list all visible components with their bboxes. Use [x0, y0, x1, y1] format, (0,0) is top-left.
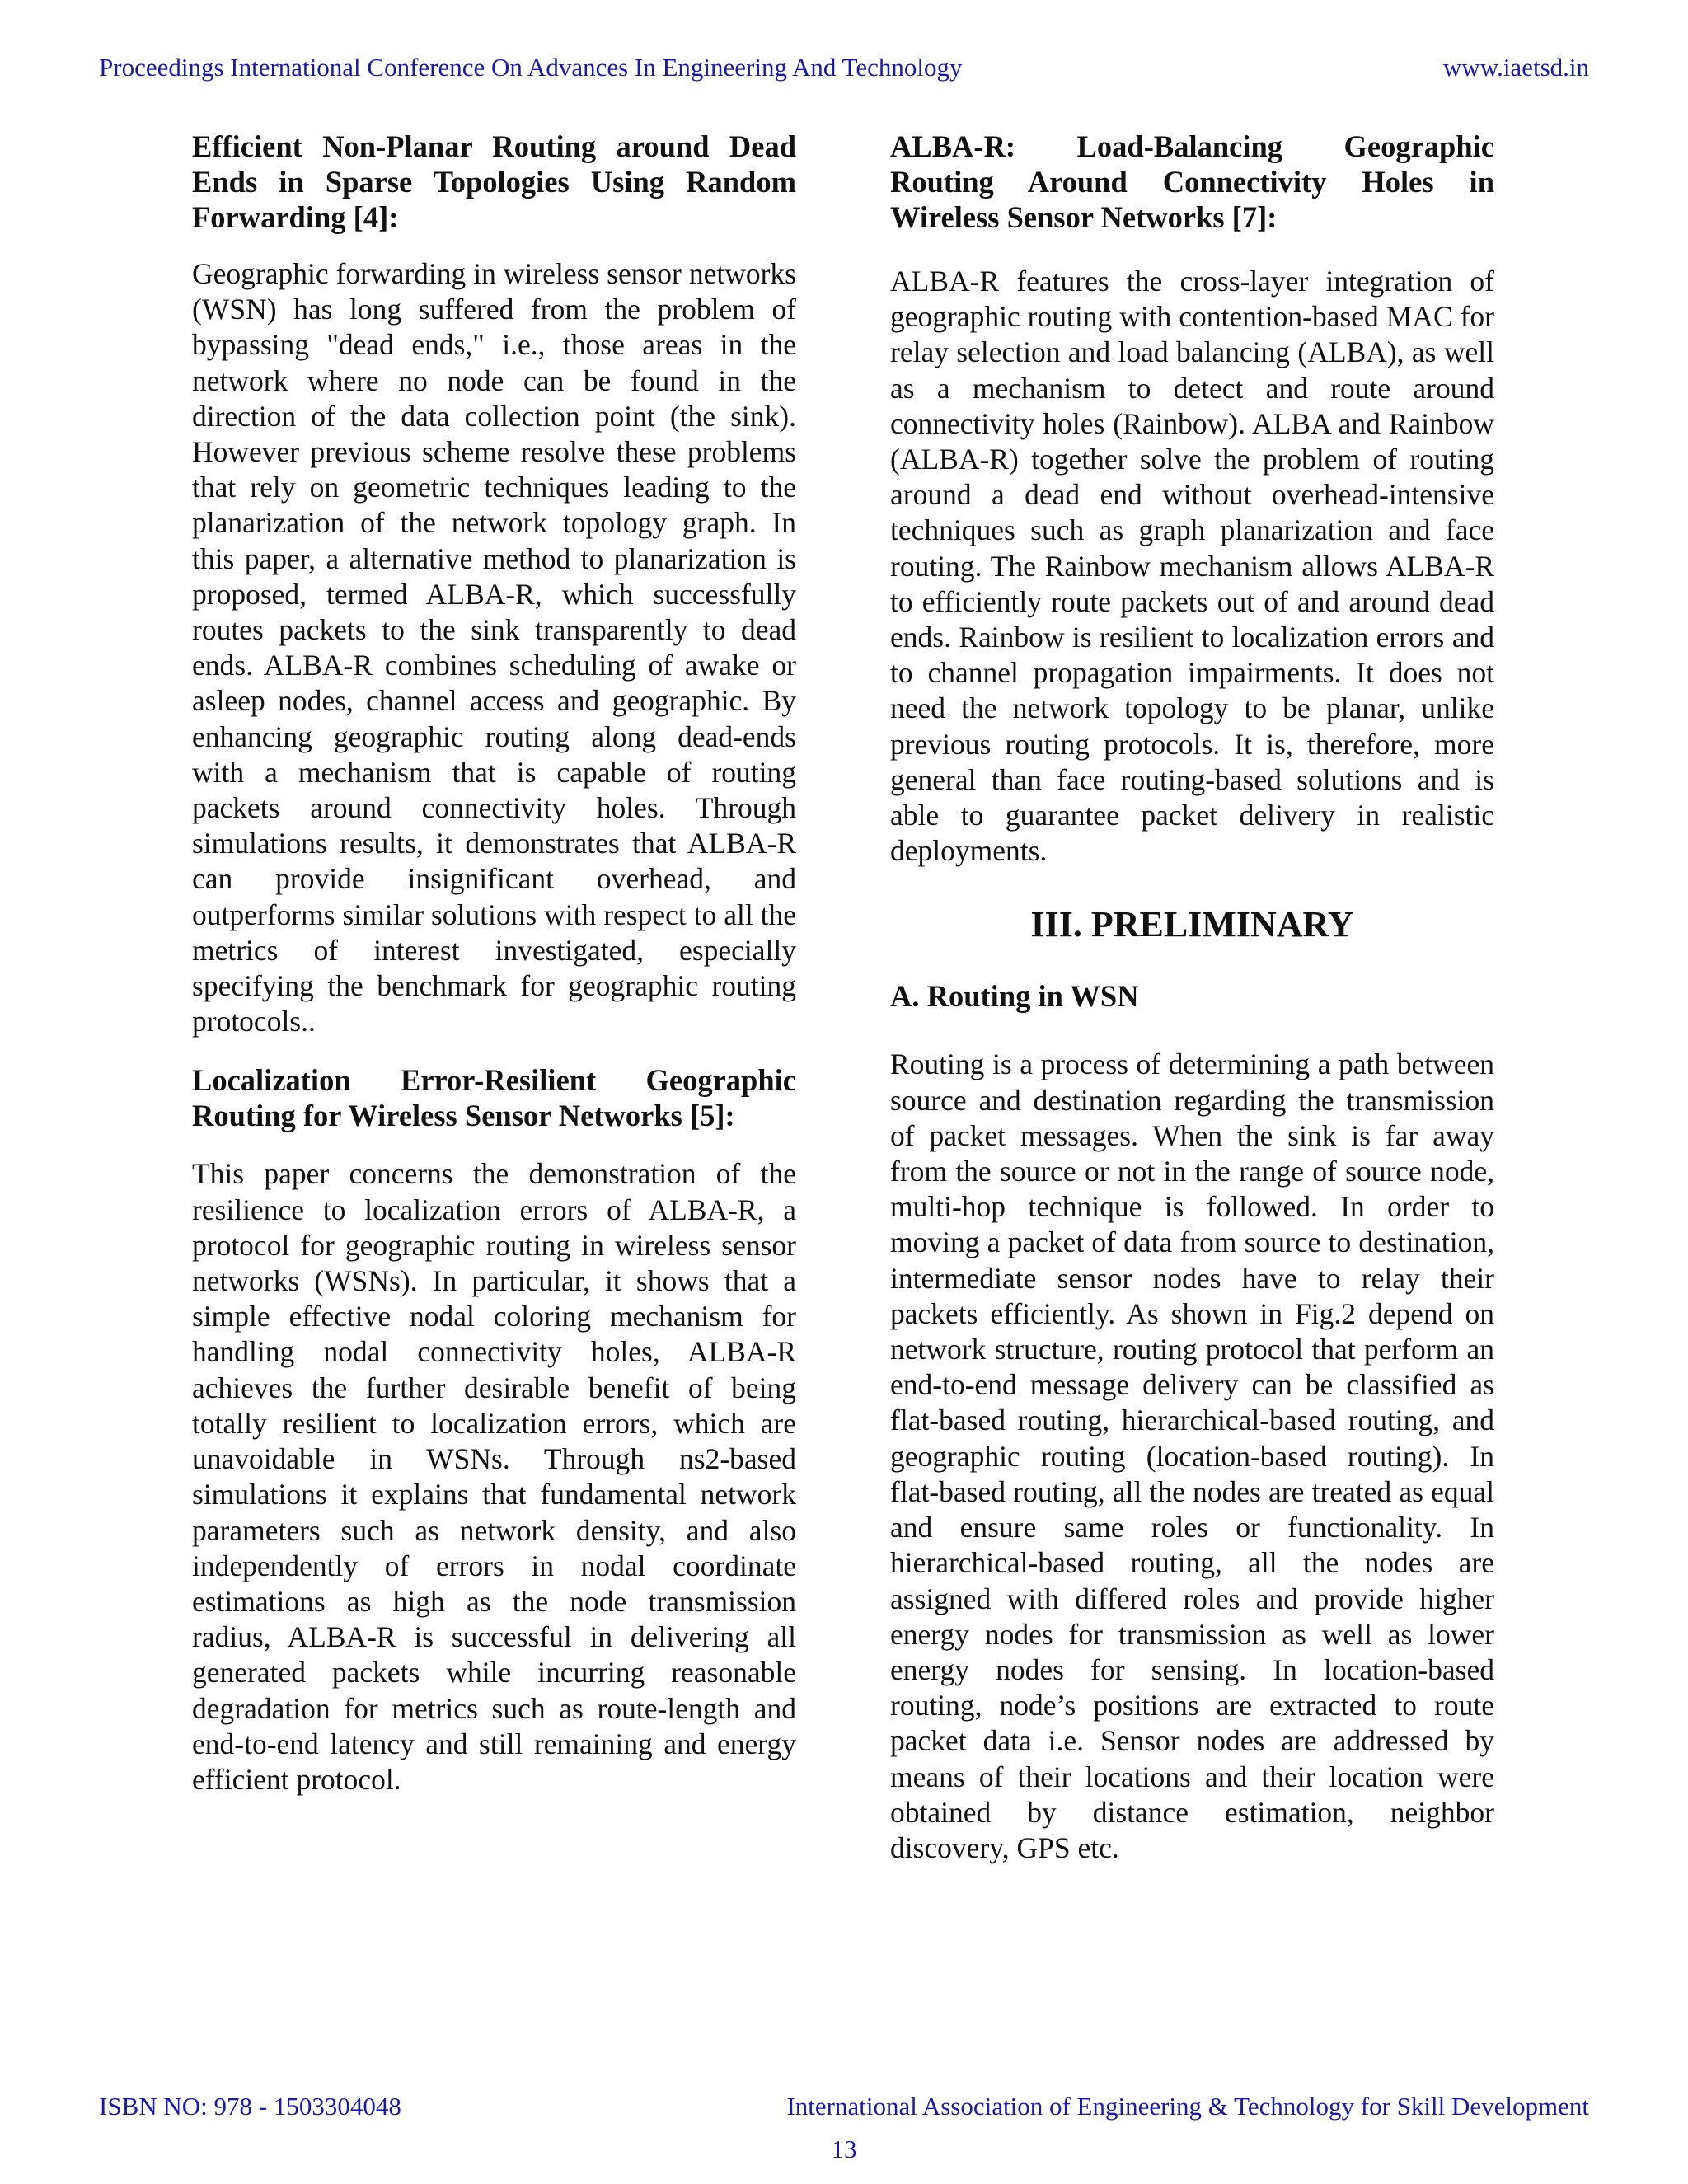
conference-title: Proceedings International Conference On Advances In Engineering And Technology — [99, 53, 963, 82]
page-number: 13 — [831, 2135, 857, 2163]
paragraph-5: This paper concerns the demonstration of the resilience to localization errors of ALBA-R, a protocol for geographic routing in wireless sensor networks (WSNs). In particular, it shows that a simple effective nodal coloring mechanism for handling nodal connectivity holes, ALBA-R achieves the further desirable benefit of being totally resilient to localization errors, which are unavoidable in WSNs. Through ns2-based simulations it explains that fundamental network parameters such as network density, and also independently of errors in nodal coordinate estimations as high as the node transmission radius, ALBA-R is successful in delivering all generated packets while incurring reasonable degradation for metrics such as route-length and end-to-end latency and still remaining and energy efficient protocol. — [192, 1157, 796, 1796]
paragraph-routing: Routing is a process of determining a path between source and destination regarding the transmission of packet messages. When the sink is far away from the source or not in the range of source node, multi-hop technique is followed. In order to moving a packet of data from source to destination, intermediate sensor nodes have to relay their packets efficiently. As shown in Fig.2 depend on network structure, routing protocol that perform an end-to-end message delivery can be classified as flat-based routing, hierarchical-based routing, and geographic routing (location-based routing). In flat-based routing, all the nodes are treated as equal and ensure same roles or functionality. In hierarchical-based routing, all the nodes are assigned with differed roles and provide higher energy nodes for transmission as well as lower energy nodes for sensing. In location-based routing, node’s positions are extracted to route packet data i.e. Sensor nodes are addressed by means of their locations and their location were obtained by distance estimation, neighbor discovery, GPS etc. — [890, 1047, 1494, 1864]
organization: International Association of Engineering & Technology for Skill Development — [786, 2092, 1589, 2121]
isbn: ISBN NO: 978 - 1503304048 — [99, 2092, 401, 2121]
paragraph-7: ALBA-R features the cross-layer integration of geographic routing with contention-based MAC for relay selection and load balancing (ALBA), as well as a mechanism to detect and route around connectivity holes (Rainbow). ALBA and Rainbow (ALBA-R) together solve the problem of routing around a dead end without overhead-intensive techniques such as graph planarization and face routing. The Rainbow mechanism allows ALBA-R to efficiently route packets out of and around dead ends. Rainbow is resilient to localization errors and to channel propagation impairments. It does not need the network topology to be planar, unlike previous routing protocols. It is, therefore, more general than face routing-based solutions and is able to guarantee packet delivery in realistic deployments. — [890, 265, 1494, 868]
paragraph-4: Geographic forwarding in wireless sensor networks (WSN) has long suffered from the problem of bypassing "dead ends," i.e., those areas in the network where no node can be found in the direction of the data collection point (the sink). However previous scheme resolve these problems that rely on geometric techniques leading to the planarization of the network topology graph. In this paper, a alternative method to planarization is proposed, termed ALBA-R, which successfully routes packets to the sink transparently to dead ends. ALBA-R combines scheduling of awake or asleep nodes, channel access and geographic. By enhancing geographic routing along dead-ends with a mechanism that is capable of routing packets around connectivity holes. Through simulations results, it demonstrates that ALBA-R can provide insignificant overhead, and outperforms similar solutions with respect to all the metrics of interest investigated, especially specifying the benchmark for geographic routing protocols.. — [192, 257, 796, 1038]
left-column — [192, 129, 796, 1797]
page-header — [99, 53, 1589, 82]
section-heading: III. PRELIMINARY — [1030, 904, 1354, 945]
subsection-title-7: ALBA-R: Load-Balancing Geographic Routing Around Connectivity Holes in Wireless Sensor Networks [7]: — [890, 129, 1494, 234]
page-footer — [99, 2092, 1589, 2121]
subsection-heading: A. Routing in WSN — [890, 979, 1139, 1014]
subsection-title-5: Localization Error-Resilient Geographic Routing for Wireless Sensor Networks [5]: — [192, 1063, 796, 1133]
right-column — [890, 129, 1494, 1866]
website-url: www.iaetsd.in — [1442, 53, 1589, 82]
subsection-title-4: Efficient Non-Planar Routing around Dead Ends in Sparse Topologies Using Random Forwarding [4]: — [192, 129, 796, 234]
